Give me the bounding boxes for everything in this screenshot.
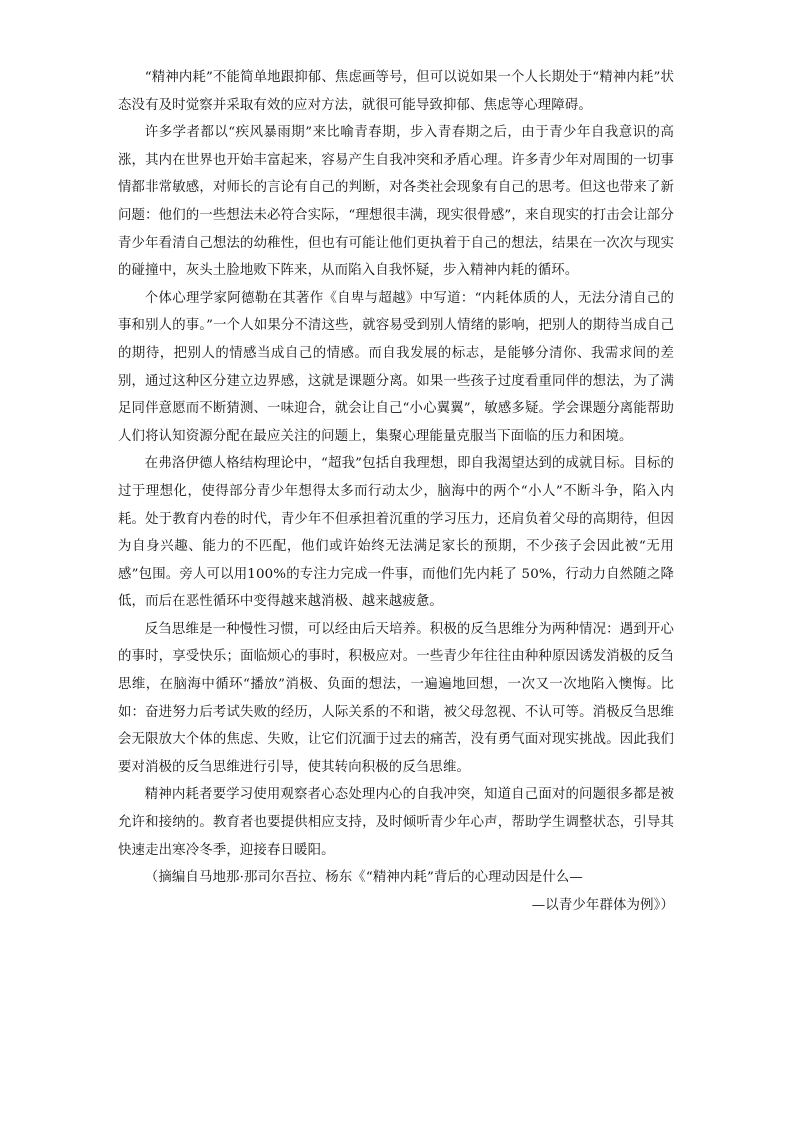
citation-line-1: （摘编自马地那·那司尔吾拉、杨东《“精神内耗”背后的心理动因是什么— [144, 870, 583, 886]
document-page [118, 64, 674, 919]
paragraph-1: “精神内耗”不能简单地跟抑郁、焦虑画等号，但可以说如果一个人长期处于“精神内耗”状态没有及时觉察并采取有效的应对方法，就很可能导致抑郁、焦虑等心理障碍。 [118, 70, 674, 113]
citation-line-2: —以青少年群体为例》） [531, 897, 674, 913]
source-citation [118, 864, 674, 919]
paragraph-2: 许多学者都以“疾风暴雨期”来比喻青春期，步入青春期之后，由于青少年自我意识的高涨，其内在世界也开始丰富起来，容易产生自我冲突和矛盾心理。许多青少年对周围的一切事情都非常敏感，对师长的言论有自己的判断，对各类社会现象有自己的思考。但这也带来了新问题：他们的一些想法未必符合实际，“理想很丰满，现实很骨感”，来自现实的打击会让部分青少年看清自己想法的幼稚性，但也有可能让他们更执着于自己的想法，结果在一次次与现实的碰撞中，灰头土脸地败下阵来，从而陷入自我怀疑，步入精神内耗的循环。 [118, 125, 674, 279]
paragraph-5: 反刍思维是一种慢性习惯，可以经由后天培养。积极的反刍思维分为两种情况：遇到开心的事时，享受快乐；面临烦心的事时，积极应对。一些青少年往往由种种原因诱发消极的反刍思维，在脑海中循环“播放”消极、负面的想法，一遍遍地回想，一次又一次地陷入懊悔。比如：奋进努力后考试失败的经历，人际关系的不和谐，被父母忽视、不认可等。消极反刍思维会无限放大个体的焦虑、失败，让它们沉湎于过去的痛苦，没有勇气面对现实挑战。因此我们要对消极的反刍思维进行引导，使其转向积极的反刍思维。 [118, 621, 674, 775]
paragraph-4: 在弗洛伊德人格结构理论中，“超我”包括自我理想，即自我渴望达到的成就目标。目标的过于理想化，使得部分青少年想得太多而行动太少，脑海中的两个“小人”不断斗争，陷入内耗。处于教育内卷的时代，青少年不但承担着沉重的学习压力，还肩负着父母的高期待，但因为自身兴趣、能力的不匹配，他们或许始终无法满足家长的预期，不少孩子会因此被“无用感”包围。旁人可以用100%的专注力完成一件事，而他们先内耗了 50%，行动力自然随之降低，而后在恶性循环中变得越来越消极、越来越疲惫。 [118, 456, 674, 610]
paragraph-6: 精神内耗者要学习使用观察者心态处理内心的自我冲突，知道自己面对的问题很多都是被允许和接纳的。教育者也要提供相应支持，及时倾听青少年心声，帮助学生调整状态，引导其快速走出寒冷冬季，迎接春日暖阳。 [118, 787, 674, 858]
paragraph-3: 个体心理学家阿德勒在其著作《自卑与超越》中写道：“内耗体质的人，无法分清自己的事和别人的事。”一个人如果分不清这些，就容易受到别人情绪的影响，把别人的期待当成自己的期待，把别人的情感当成自己的情感。而自我发展的标志，是能够分清你、我需求间的差别，通过这种区分建立边界感，这就是课题分离。如果一些孩子过度看重同伴的想法，为了满足同伴意愿而不断猜测、一味迎合，就会让自己“小心翼翼”，敏感多疑。学会课题分离能帮助人们将认知资源分配在最应关注的问题上，集聚心理能量克服当下面临的压力和困境。 [118, 290, 674, 444]
